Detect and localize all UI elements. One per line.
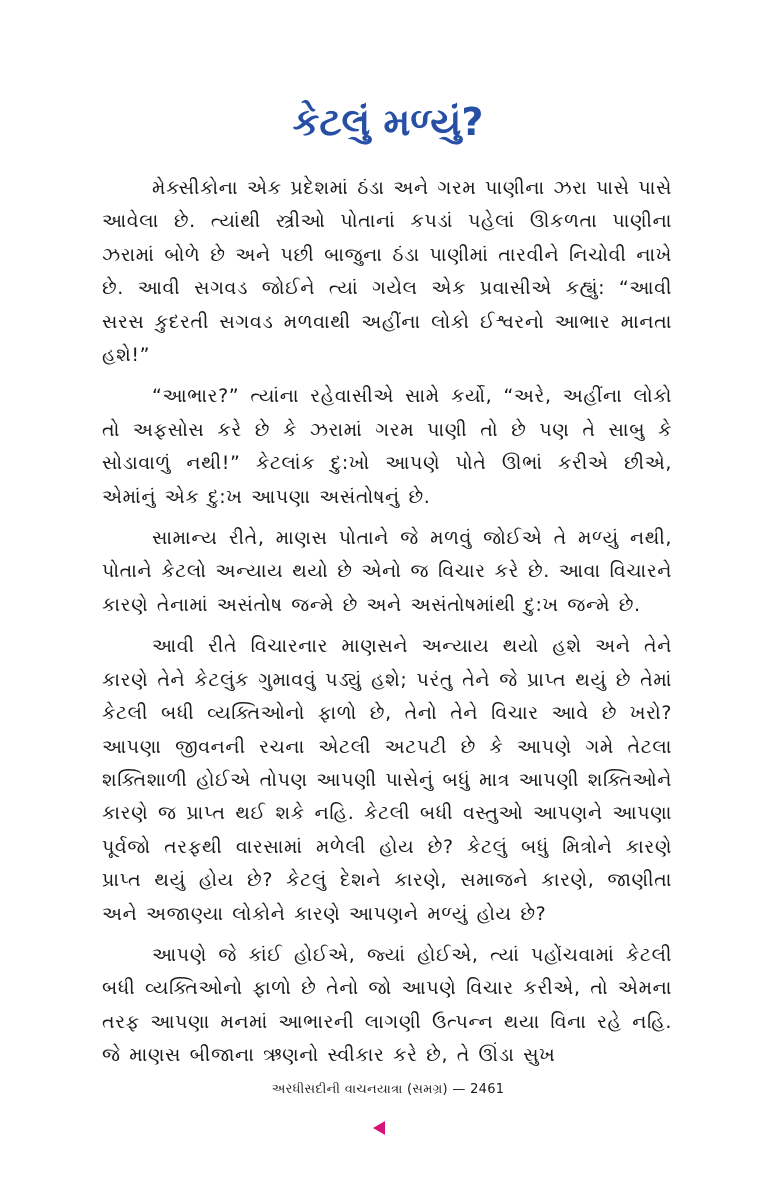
paragraph-4: આવી રીતે વિચારનાર માણસને અન્યાય થયો હશે અને તેને કારણે તેને કેટલુંક ગુમાવવું પડ્યું હશે; પરંતુ તેને જે પ્રાપ્ત થયું છે તેમાં કેટલી બધી વ્યક્તિઓનો ફાળો છે, તેનો તેને વિચાર આવે છે ખરો? આપણા જીવનની રચના એટલી અટપટી છે કે આપણે ગમે તેટલા શક્તિશાળી હોઈએ તોપણ આપણી પાસેનું બધું માત્ર આપણી શક્તિઓને કારણે જ પ્રાપ્ત થઈ શકે નહિ. કેટલી બધી વસ્તુઓ આપણને આપણા પૂર્વજો તરફથી વારસામાં મળેલી હોય છે? કેટલું બધું મિત્રોને કારણે પ્રાપ્ત થયું હોય છે? કેટલું દેશને કારણે, સમાજને કારણે, જાણીતા અને અજાણ્યા લોકોને કારણે આપણને મળ્યું હોય છે?: [102, 635, 672, 925]
article-body: [102, 172, 672, 1081]
paragraph-1: મેક્સીકોના એક પ્રદેશમાં ઠંડા અને ગરમ પાણીના ઝરા પાસે પાસે આવેલા છે. ત્યાંથી સ્ત્રીઓ પોતાનાં કપડાં પહેલાં ઊકળતા પાણીના ઝરામાં બોળે છે અને પછી બાજુના ઠંડા પાણીમાં તારવીને નિચોવી નાખે છે. આવી સગવડ જોઈને ત્યાં ગયેલ એક પ્રવાસીએ કહ્યું: “આવી સરસ કુદરતી સગવડ મળવાથી અહીંના લોકો ઈશ્વરનો આભાર માનતા હશે!”: [102, 177, 672, 367]
page-footer: અરધીસદીની વાચનયાત્રા (સમગ્ર) — 2461: [271, 1082, 505, 1097]
paragraph-2: “આભાર?” ત્યાંના રહેવાસીએ સામે કર્યો, “અરે, અહીંના લોકો તો અફસોસ કરે છે કે ઝરામાં ગરમ પાણી તો છે પણ તે સાબુ કે સોડાવાળું નથી!” કેટલાંક દુ:ખો આપણે પોતે ઊભાં કરીએ છીએ, એમાંનું એક દુ:ખ આપણા અસંતોષનું છે.: [102, 385, 672, 508]
previous-page-arrow-icon[interactable]: [373, 1121, 385, 1135]
paragraph-3: સામાન્ય રીતે, માણસ પોતાને જે મળવું જોઈએ તે મળ્યું નથી, પોતાને કેટલો અન્યાય થયો છે એનો જ વિચાર કરે છે. આવા વિચારને કારણે તેનામાં અસંતોષ જન્મે છે અને અસંતોષમાંથી દુ:ખ જન્મે છે.: [102, 527, 672, 616]
page-title: કેટલું મળ્યું?: [292, 100, 484, 144]
paragraph-5: આપણે જે કાંઈ હોઈએ, જ્યાં હોઈએ, ત્યાં પહોંચવામાં કેટલી બધી વ્યક્તિઓનો ફાળો છે તેનો જો આપણે વિચાર કરીએ, તો એમના તરફ આપણા મનમાં આભારની લાગણી ઉત્પન્ન થયા વિના રહે નહિ. જે માણસ બીજાના ઋણનો સ્વીકાર કરે છે, તે ઊંડા સુખ: [102, 943, 672, 1067]
